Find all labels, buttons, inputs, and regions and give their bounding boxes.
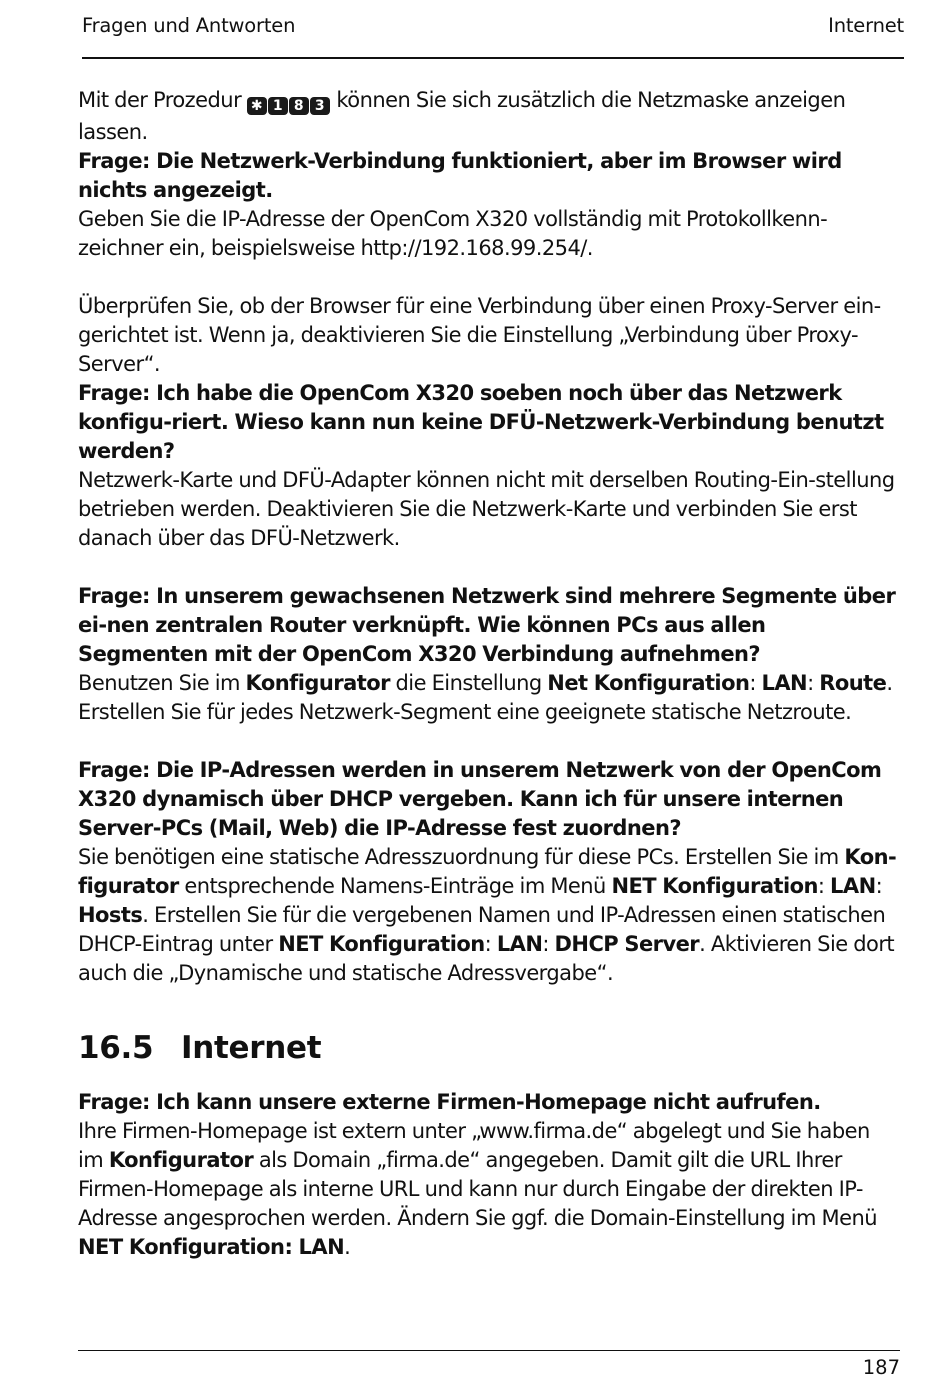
header-divider [82,57,904,59]
intro-text-start: Mit der Prozedur [78,88,247,112]
star-key-icon: ✱ [247,97,267,115]
page-header [82,14,904,46]
section-heading [78,1028,900,1068]
key-8-icon: 8 [289,97,309,115]
faq-question: Frage: Ich habe die OpenCom X320 soeben noch über das Netzwerk konfigu-riert. Wieso kann nun keine DFÜ-Netzwerk-Verbindung benutzt werden? [78,381,884,463]
footer-divider [78,1350,900,1351]
faq-question: Frage: Die IP-Adressen werden in unserem Netzwerk von der OpenCom X320 dynamisch über DHCP vergeben. Kann ich für unsere internen Server-PCs (Mail, Web) die IP-Adresse fest zuordnen? [78,758,882,840]
faq-question: Frage: Ich kann unsere externe Firmen-Homepage nicht aufrufen. [78,1090,821,1114]
intro-text-end: können Sie sich zusätzlich die Netzmaske anzeigen lassen. [78,88,846,144]
key-sequence [247,89,331,118]
faq-answer: Netzwerk-Karte und DFÜ-Adapter können nicht mit derselben Routing-Ein-stellung betrieben werden. Deaktivieren Sie die Netzwerk-Karte und verbinden Sie erst danach über das DFÜ-Netzwerk. [78,468,895,550]
key-3-icon: 3 [310,97,330,115]
page-number: 187 [862,1356,900,1379]
faq-dhcp [78,756,900,988]
page-content [78,86,900,1262]
header-chapter-title: Fragen und Antworten [82,14,296,37]
faq-answer: Geben Sie die IP-Adresse der OpenCom X320 vollständig mit Protokollkenn-zeichner ein, beispielsweise http://192.168.99.254/. [78,207,828,260]
faq-browser [78,147,900,263]
faq-answer-proxy: Überprüfen Sie, ob der Browser für eine Verbindung über einen Proxy-Server ein-gerichtet ist. Wenn ja, deaktivieren Sie die Einstellung „Verbindung über Proxy-Server“. [78,294,881,376]
faq-question: Frage: Die Netzwerk-Verbindung funktioniert, aber im Browser wird nichts angezeigt. [78,149,842,202]
faq-dfue [78,379,900,553]
faq-answer: Sie benötigen eine statische Adresszuordnung für diese PCs. Erstellen Sie im Kon-figurator entsprechende Namens-Einträge im Menü NET Konfiguration: LAN: Hosts. Erstellen Sie für die vergebenen Namen und IP-Adressen einen statischen DHCP-Eintrag unter NET Konfiguration: LAN: DHCP Server. Aktivieren Sie dort auch die „Dynamische und statische Adressvergabe“. [78,845,897,985]
section-number: 16.5 [78,1030,154,1066]
faq-question: Frage: In unserem gewachsenen Netzwerk sind mehrere Segmente über ei-nen zentralen Router verknüpft. Wie können PCs aus allen Segmenten mit der OpenCom X320 Verbindung aufnehmen? [78,584,896,666]
faq-segments [78,582,900,727]
faq-answer: Ihre Firmen-Homepage ist extern unter „www.firma.de“ abgelegt und Sie haben im Konfigurator als Domain „firma.de“ angegeben. Damit gilt die URL Ihrer Firmen-Homepage als interne URL und kann nur durch Eingabe der direkten IP-Adresse angesprochen werden. Ändern Sie ggf. die Domain-Einstellung im Menü NET Konfiguration: LAN. [78,1119,877,1259]
section-title: Internet [181,1030,322,1066]
header-section-title: Internet [828,14,904,37]
faq-answer: Benutzen Sie im Konfigurator die Einstellung Net Konfiguration: LAN: Route. Erstellen Sie für jedes Netzwerk-Segment eine geeignete statische Netzroute. [78,671,893,724]
intro-paragraph [78,86,900,147]
faq-homepage [78,1088,900,1262]
key-1-icon: 1 [268,97,288,115]
